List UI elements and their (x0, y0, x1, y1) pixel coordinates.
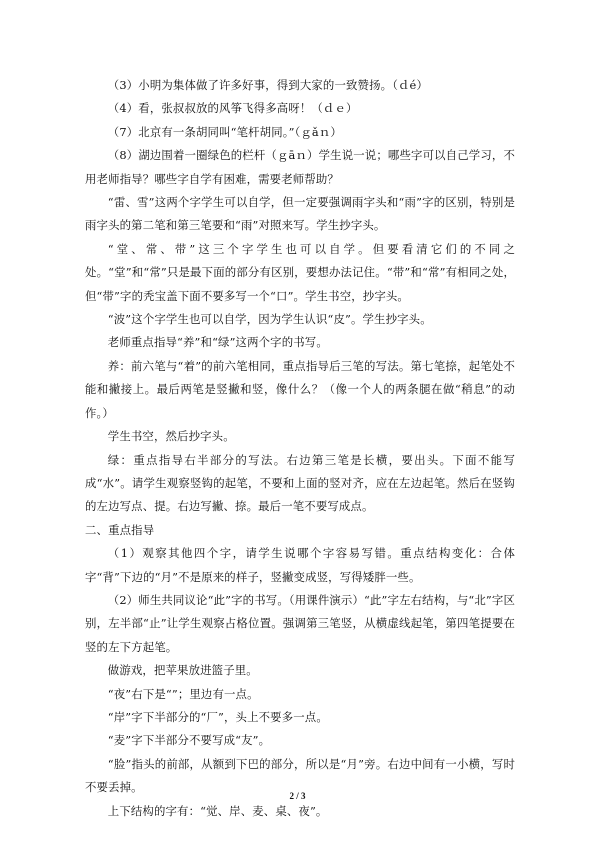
paragraph: （3）小明为集体做了许多好事，得到大家的一致赞扬。（ｄé） (107, 78, 428, 92)
paragraph: （8）湖边围着一圈绿色的栏杆（ｇāｎ）学生说一说；哪些字可以自己学习，不用老师指导？哪些字自学有困难，需要老师帮助？ (85, 148, 515, 186)
paragraph: “堂、常、带”这三个字学生也可以自学。但要看清它们的不同之处。“堂”和“常”只是最下面的部分有区别，要想办法记住。“带”和“常”有相同之处，但“带”字的秃宝盖下面不要多写一个“口”。学生书空，抄字头。 (85, 241, 515, 303)
paragraph: “波”这个字学生也可以自学，因为学生认识“皮”。学生抄字头。 (107, 312, 432, 327)
paragraph: 养：前六笔与“着”的前六笔相同，重点指导后三笔的写法。第七笔捺，起笔处不能和撇接上。最后两笔是竖撇和竖，像什么？（像一个人的两条腿在做“稍息”的动作。） (85, 358, 515, 420)
paragraph: 上下结构的字有：“觉、岸、麦、桌、夜”。 (107, 803, 328, 818)
paragraph: （1）观察其他四个字，请学生说哪个字容易写错。重点结构变化：合体字“背”下边的“月”不是原来的样子，竖撇变成竖，写得矮胖一些。 (85, 546, 515, 584)
paragraph: 老师重点指导“养”和“绿”这两个字的书写。 (107, 335, 328, 350)
paragraph: “雷、雪”这两个字学生可以自学，但一定要强调雨字头和“雨”字的区别，特别是雨字头的第二笔和第三笔要和“雨”对照来写。学生抄字头。 (85, 195, 515, 233)
paragraph: （7）北京有一条胡同叫“笔杆胡同。”（ｇǎｎ） (107, 124, 342, 139)
paragraph: “夜”右下是“”；里边有一点。 (107, 686, 259, 701)
section-heading: 二、重点指导 (85, 522, 155, 537)
paragraph: “岸”字下半部分的“厂”，头上不要多一点。 (107, 709, 328, 724)
paragraph: 学生书空，然后抄字头。 (107, 429, 235, 444)
paragraph: “麦”字下半部分不要写成“友”。 (107, 733, 271, 748)
paragraph: “脸”指头的前部，从额到下巴的部分，所以是“月”旁。右边中间有一小横，写时不要丢掉。 (85, 756, 515, 795)
paragraph: 做游戏，把苹果放进篮子里。 (107, 663, 258, 678)
document-body (85, 74, 515, 823)
paragraph: （2）师生共同议论“此”字的书写。（用课件演示）“此”字左右结构，与“北”字区别，左半部“止”让学生观察占格位置。强调第三笔竖，从横虚线起笔，第四笔提要在竖的左下方起笔。 (85, 592, 515, 654)
page-number: 2 / 3 (289, 791, 306, 801)
paragraph: 绿：重点指导右半部分的写法。右边第三笔是长横，要出头。下面不能写成“水”。请学生观察竖钩的起笔，不要和上面的竖对齐，应在左边起笔。然后在竖钩的左边写点、提。右边写撇、捺。最后一笔不要写成点。 (85, 452, 515, 514)
paragraph: （4）看，张叔叔放的风筝飞得多高呀！（ｄｅ） (107, 101, 358, 116)
